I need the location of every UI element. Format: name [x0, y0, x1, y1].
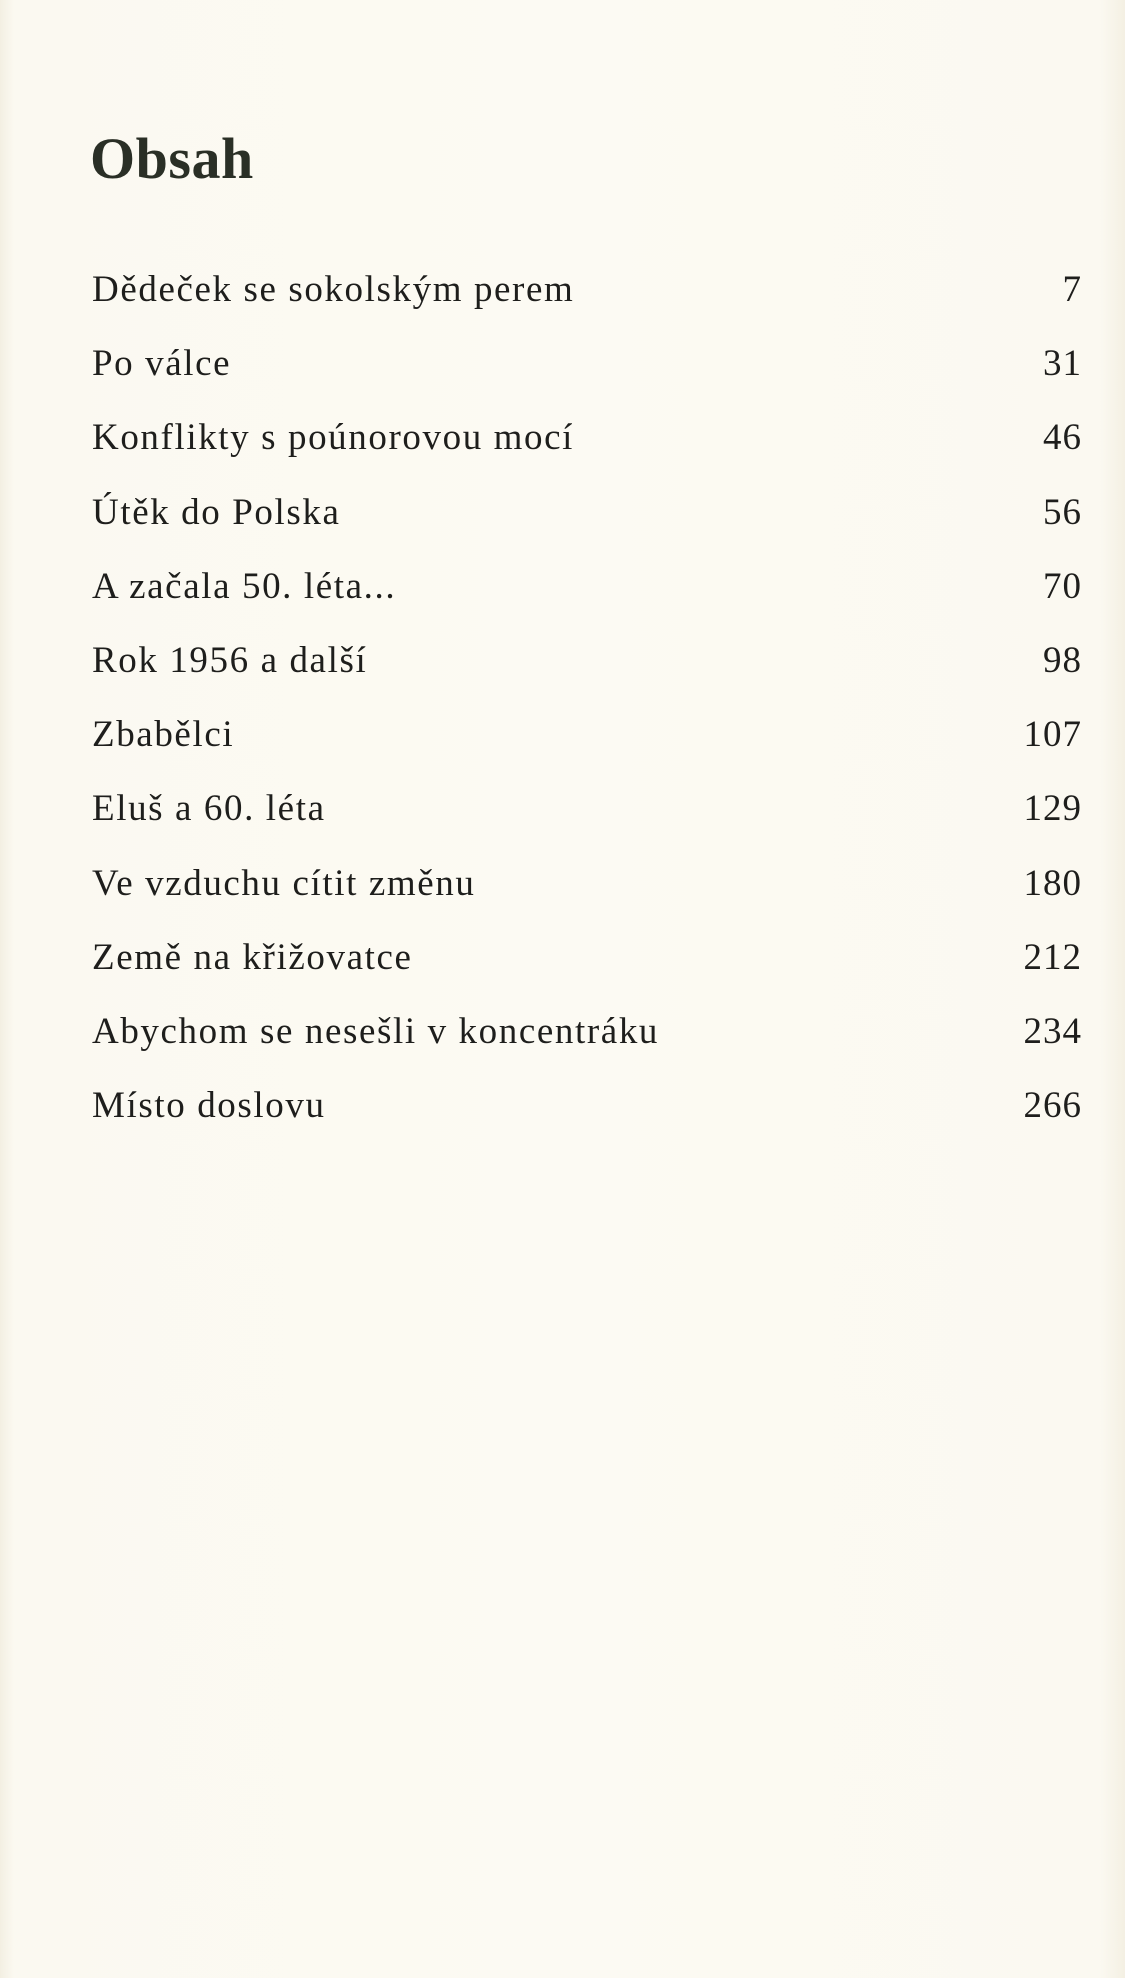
toc-entry — [92, 1010, 1082, 1084]
page-title: Obsah — [90, 126, 254, 191]
toc-entry — [92, 491, 1082, 565]
toc-entry — [92, 416, 1082, 490]
toc-entry — [92, 936, 1082, 1010]
toc-entry-page-number: 46 — [1043, 417, 1082, 459]
toc-entry — [92, 639, 1082, 713]
toc-entry — [92, 565, 1082, 639]
toc-entry — [92, 713, 1082, 787]
toc-entry-title: Místo doslovu — [92, 1085, 326, 1127]
toc-entry-title: Konflikty s poúnorovou mocí — [92, 417, 575, 459]
toc-entry-page-number: 180 — [1023, 862, 1082, 904]
toc-entry — [92, 1084, 1082, 1158]
toc-entry — [92, 862, 1082, 936]
toc-entry-page-number: 70 — [1043, 565, 1082, 607]
toc-entry-page-number: 56 — [1043, 491, 1082, 533]
toc-entry-title: A začala 50. léta... — [92, 565, 397, 607]
toc-entry-title: Rok 1956 a další — [92, 639, 368, 681]
toc-entry-title: Zbabělci — [92, 714, 235, 756]
toc-entry — [92, 342, 1082, 416]
toc-entry-page-number: 129 — [1023, 788, 1082, 830]
toc-entry-page-number: 7 — [1062, 269, 1082, 310]
toc-entry-title: Po válce — [92, 343, 232, 385]
toc-entry-title: Eluš a 60. léta — [92, 788, 326, 830]
toc-entry-title: Dědeček se sokolským perem — [92, 269, 575, 310]
table-of-contents — [92, 268, 1082, 1158]
toc-entry-title: Abychom se nesešli v koncentráku — [92, 1010, 660, 1052]
toc-entry-title: Země na křižovatce — [92, 936, 413, 978]
toc-entry-page-number: 31 — [1043, 343, 1082, 385]
toc-entry-page-number: 98 — [1043, 639, 1082, 681]
toc-entry — [92, 268, 1082, 342]
toc-entry-page-number: 266 — [1023, 1085, 1082, 1127]
toc-entry-title: Ve vzduchu cítit změnu — [92, 862, 476, 904]
toc-entry — [92, 787, 1082, 861]
toc-entry-page-number: 234 — [1023, 1010, 1082, 1052]
toc-entry-page-number: 107 — [1023, 714, 1082, 756]
toc-entry-title: Útěk do Polska — [92, 491, 341, 533]
toc-entry-page-number: 212 — [1023, 936, 1082, 978]
